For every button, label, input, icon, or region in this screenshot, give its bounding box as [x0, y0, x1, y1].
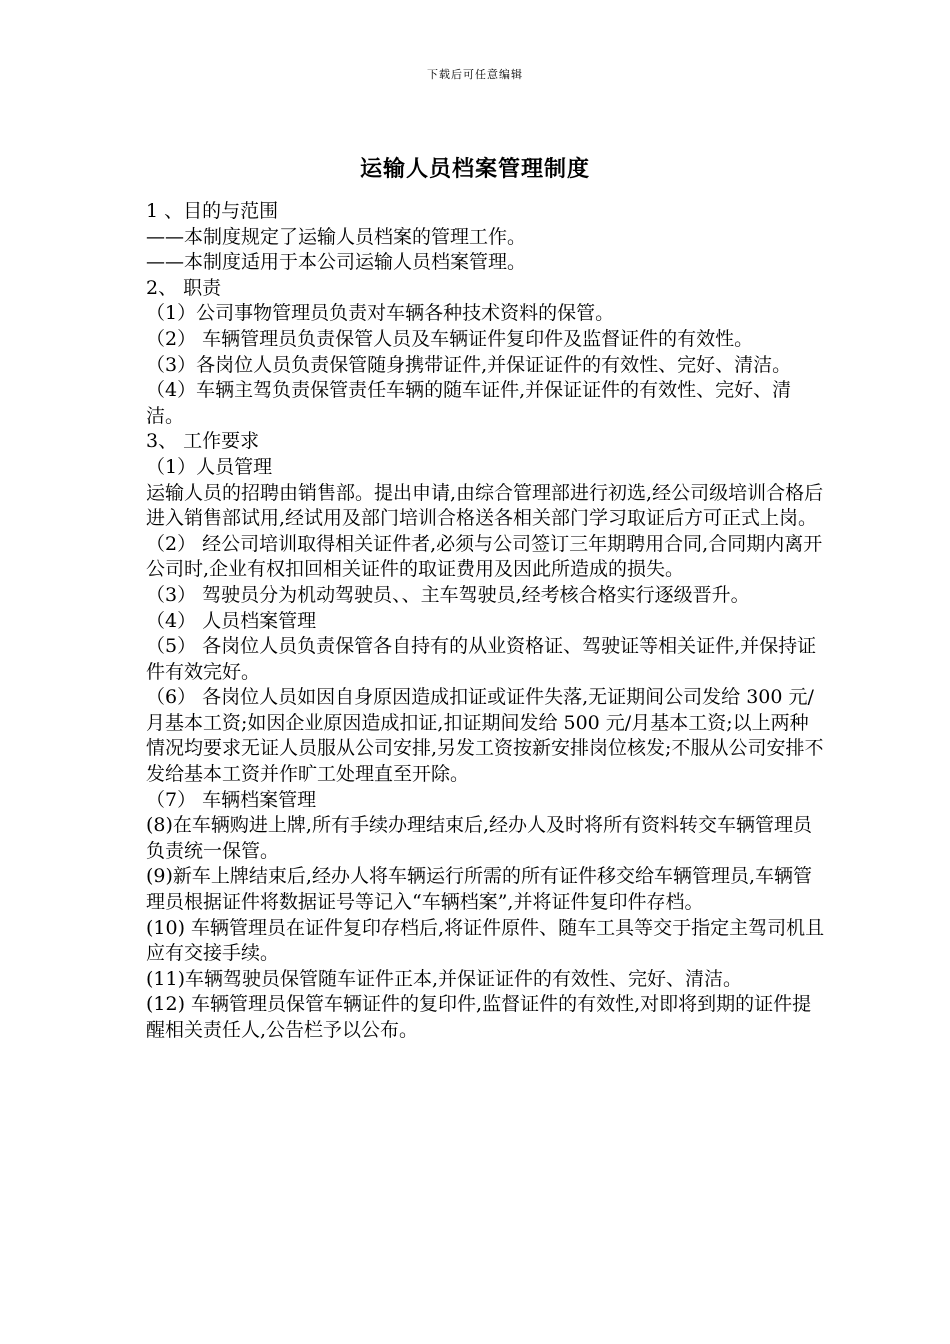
paragraph: (11)车辆驾驶员保管随车证件正本,并保证证件的有效性、完好、清洁。 — [146, 967, 743, 990]
document-title: 运输人员档案管理制度 — [359, 157, 590, 182]
paragraph: （6） 各岗位人员如因自身原因造成扣证或证件失落,无证期间公司发给 300 元/月基本工资;如因企业原因造成扣证,扣证期间发给 500 元/月基本工资;以上两种情况均要求无证人员服从公司安排,另发工资按新安排岗位核发;不服从公司安排不发给基本工资并作旷工处理直至开除。 — [146, 686, 824, 786]
paragraph: （5） 各岗位人员负责保管各自持有的从业资格证、驾驶证等相关证件,并保持证件有效完好。 — [146, 635, 817, 683]
section-heading: 3、 工作要求 — [146, 430, 260, 453]
paragraph: （7） 车辆档案管理 — [146, 788, 317, 811]
paragraph: (12) 车辆管理员保管车辆证件的复印件,监督证件的有效性,对即将到期的证件提醒相关责任人,公告栏予以公布。 — [146, 993, 812, 1041]
paragraph: ——本制度适用于本公司运输人员档案管理。 — [146, 251, 527, 274]
header-note: 下载后可任意编辑 — [427, 68, 523, 81]
paragraph: (9)新车上牌结束后,经办人将车辆运行所需的所有证件移交给车辆管理员,车辆管理员根据证件将数据证号等记入“车辆档案”,并将证件复印件存档。 — [146, 865, 812, 914]
paragraph: (10) 车辆管理员在证件复印存档后,将证件原件、随车工具等交于指定主驾司机且应有交接手续。 — [146, 916, 825, 965]
document-body — [146, 199, 826, 1044]
paragraph: (8)在车辆购进上牌,所有手续办理结束后,经办人及时将所有资料转交车辆管理员负责统一保管。 — [146, 814, 812, 862]
paragraph: （2） 经公司培训取得相关证件者,必须与公司签订三年期聘用合同,合同期内离开公司时,企业有权扣回相关证件的取证费用及因此所造成的损失。 — [146, 532, 823, 581]
paragraph: （4）车辆主驾负责保管责任车辆的随车证件,并保证证件的有效性、完好、清洁。 — [146, 379, 792, 427]
paragraph: （4） 人员档案管理 — [146, 609, 317, 632]
paragraph: （3） 驾驶员分为机动驾驶员、、主车驾驶员,经考核合格实行逐级晋升。 — [146, 583, 750, 606]
paragraph: （3）各岗位人员负责保管随身携带证件,并保证证件的有效性、完好、清洁。 — [146, 353, 792, 376]
paragraph: 运输人员的招聘由销售部。提出申请,由综合管理部进行初选,经公司级培训合格后进入销售部试用,经试用及部门培训合格送各相关部门学习取证后方可正式上岗。 — [146, 481, 824, 530]
paragraph: （1）公司事物管理员负责对车辆各种技术资料的保管。 — [146, 302, 615, 325]
paragraph: （2） 车辆管理员负责保管人员及车辆证件复印件及监督证件的有效性。 — [146, 327, 754, 350]
paragraph: ——本制度规定了运输人员档案的管理工作。 — [146, 225, 527, 248]
paragraph: （1）人员管理 — [146, 455, 273, 478]
section-heading: 2、 职责 — [146, 276, 222, 299]
section-heading: 1 、目的与范围 — [146, 200, 279, 222]
